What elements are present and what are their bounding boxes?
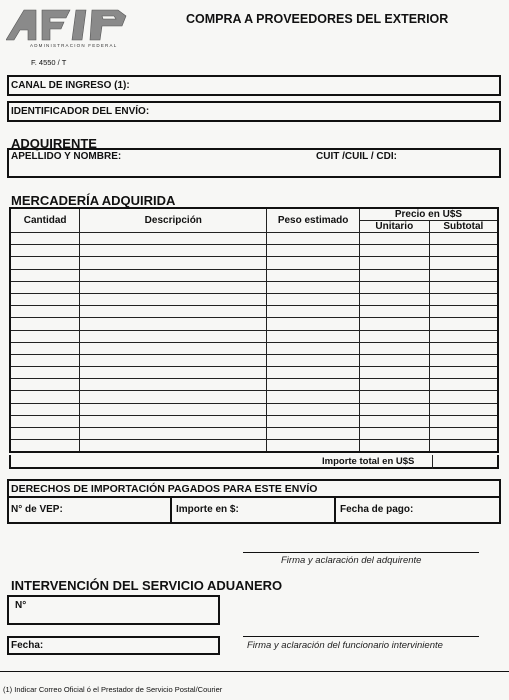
cell-unitario[interactable] — [359, 245, 429, 257]
form-title: COMPRA A PROVEEDORES DEL EXTERIOR — [186, 12, 449, 26]
cell-peso[interactable] — [267, 379, 360, 391]
cell-peso[interactable] — [267, 318, 360, 330]
mercaderia-heading: MERCADERÍA ADQUIRIDA — [11, 193, 176, 208]
cell-cantidad[interactable] — [10, 391, 80, 403]
vep-label: N° de VEP: — [11, 504, 63, 515]
cell-unitario[interactable] — [359, 379, 429, 391]
table-row — [10, 415, 498, 427]
cell-peso[interactable] — [267, 403, 360, 415]
cell-descripcion[interactable] — [80, 281, 267, 293]
cell-descripcion[interactable] — [80, 257, 267, 269]
cell-subtotal[interactable] — [429, 415, 498, 427]
agency-name: ADMINISTRACION FEDERAL — [30, 43, 118, 48]
footnote: (1) Indicar Correo Oficial ó el Prestador de Servicio Postal/Courier — [3, 685, 223, 694]
cell-descripcion[interactable] — [80, 415, 267, 427]
cell-unitario[interactable] — [359, 318, 429, 330]
cell-peso[interactable] — [267, 367, 360, 379]
cell-subtotal[interactable] — [429, 354, 498, 366]
firma-funcionario-label: Firma y aclaración del funcionario interviniente — [247, 640, 443, 651]
firma-adquirente-line[interactable] — [243, 552, 479, 553]
cell-unitario[interactable] — [359, 403, 429, 415]
cell-subtotal[interactable] — [429, 281, 498, 293]
cell-subtotal[interactable] — [429, 379, 498, 391]
cell-descripcion[interactable] — [80, 367, 267, 379]
cell-descripcion[interactable] — [80, 245, 267, 257]
table-row — [10, 306, 498, 318]
cell-cantidad[interactable] — [10, 367, 80, 379]
table-row — [10, 428, 498, 440]
cell-subtotal[interactable] — [429, 367, 498, 379]
cell-descripcion[interactable] — [80, 342, 267, 354]
importe-label: Importe en $: — [176, 504, 239, 515]
table-row — [10, 245, 498, 257]
apellido-nombre-label: APELLIDO Y NOMBRE: — [11, 151, 122, 162]
table-row — [10, 293, 498, 305]
col-precio: Precio en U$S — [359, 208, 498, 221]
intervencion-numero-label: N° — [15, 600, 27, 611]
cell-peso[interactable] — [267, 428, 360, 440]
cell-descripcion[interactable] — [80, 318, 267, 330]
cell-descripcion[interactable] — [80, 379, 267, 391]
derechos-heading: DERECHOS DE IMPORTACIÓN PAGADOS PARA ESTE ENVÍO — [11, 483, 318, 495]
mercaderia-table — [9, 207, 499, 453]
cell-cantidad[interactable] — [10, 440, 80, 453]
cell-unitario[interactable] — [359, 428, 429, 440]
cell-peso[interactable] — [267, 306, 360, 318]
importe-total-label: Importe total en U$S — [322, 456, 415, 467]
cell-cantidad[interactable] — [10, 233, 80, 245]
cell-cantidad[interactable] — [10, 318, 80, 330]
cell-cantidad[interactable] — [10, 342, 80, 354]
cell-unitario[interactable] — [359, 330, 429, 342]
cell-unitario[interactable] — [359, 233, 429, 245]
vep-field[interactable] — [9, 497, 170, 523]
cell-unitario[interactable] — [359, 269, 429, 281]
cell-cantidad[interactable] — [10, 379, 80, 391]
fecha-pago-label: Fecha de pago: — [340, 504, 414, 515]
cell-peso[interactable] — [267, 269, 360, 281]
cell-unitario[interactable] — [359, 293, 429, 305]
table-row — [10, 318, 498, 330]
cell-subtotal[interactable] — [429, 342, 498, 354]
table-row — [10, 269, 498, 281]
cell-cantidad[interactable] — [10, 257, 80, 269]
cell-unitario[interactable] — [359, 342, 429, 354]
cell-subtotal[interactable] — [429, 440, 498, 453]
cell-peso[interactable] — [267, 342, 360, 354]
cell-cantidad[interactable] — [10, 428, 80, 440]
cell-subtotal[interactable] — [429, 269, 498, 281]
cell-peso[interactable] — [267, 257, 360, 269]
cell-unitario[interactable] — [359, 415, 429, 427]
table-row — [10, 233, 498, 245]
cell-descripcion[interactable] — [80, 391, 267, 403]
cell-peso[interactable] — [267, 440, 360, 453]
cell-unitario[interactable] — [359, 440, 429, 453]
intervencion-fecha-label: Fecha: — [11, 640, 44, 651]
cell-cantidad[interactable] — [10, 403, 80, 415]
importe-total-value[interactable] — [433, 455, 497, 469]
cell-descripcion[interactable] — [80, 428, 267, 440]
cell-cantidad[interactable] — [10, 415, 80, 427]
intervencion-numero-field[interactable] — [7, 595, 220, 625]
afip-logo-icon — [6, 8, 144, 42]
cell-peso[interactable] — [267, 293, 360, 305]
firma-funcionario-line[interactable] — [243, 636, 479, 637]
footer-rule — [0, 671, 509, 672]
table-row — [10, 330, 498, 342]
cell-cantidad[interactable] — [10, 245, 80, 257]
firma-adquirente-label: Firma y aclaración del adquirente — [281, 555, 422, 566]
cell-descripcion[interactable] — [80, 354, 267, 366]
cell-unitario[interactable] — [359, 306, 429, 318]
table-row — [10, 403, 498, 415]
cell-cantidad[interactable] — [10, 293, 80, 305]
cell-peso[interactable] — [267, 233, 360, 245]
cell-cantidad[interactable] — [10, 269, 80, 281]
cell-cantidad[interactable] — [10, 354, 80, 366]
col-unitario: Unitario — [359, 221, 429, 233]
form-code: F. 4550 / T — [31, 58, 67, 67]
cell-descripcion[interactable] — [80, 330, 267, 342]
intervencion-heading: INTERVENCIÓN DEL SERVICIO ADUANERO — [11, 578, 283, 593]
cell-unitario[interactable] — [359, 257, 429, 269]
cell-unitario[interactable] — [359, 367, 429, 379]
table-row — [10, 379, 498, 391]
adquirente-heading: ADQUIRENTE — [11, 136, 97, 151]
cell-peso[interactable] — [267, 330, 360, 342]
cell-descripcion[interactable] — [80, 293, 267, 305]
table-row — [10, 354, 498, 366]
cell-subtotal[interactable] — [429, 245, 498, 257]
importe-total-row — [9, 455, 499, 469]
cell-subtotal[interactable] — [429, 318, 498, 330]
cell-subtotal[interactable] — [429, 403, 498, 415]
cell-subtotal[interactable] — [429, 257, 498, 269]
cell-cantidad[interactable] — [10, 306, 80, 318]
cell-peso[interactable] — [267, 281, 360, 293]
canal-ingreso-label: CANAL DE INGRESO (1): — [11, 80, 130, 91]
col-peso: Peso estimado — [267, 208, 360, 233]
cell-descripcion[interactable] — [80, 306, 267, 318]
cell-cantidad[interactable] — [10, 330, 80, 342]
fecha-pago-field[interactable] — [336, 497, 499, 523]
cell-subtotal[interactable] — [429, 391, 498, 403]
identificador-envio-label: IDENTIFICADOR DEL ENVÍO: — [11, 106, 150, 117]
cell-cantidad[interactable] — [10, 281, 80, 293]
cell-peso[interactable] — [267, 415, 360, 427]
col-cantidad: Cantidad — [10, 208, 80, 233]
table-row — [10, 342, 498, 354]
cell-subtotal[interactable] — [429, 306, 498, 318]
afip-logo — [6, 8, 144, 50]
cell-descripcion[interactable] — [80, 233, 267, 245]
cell-peso[interactable] — [267, 391, 360, 403]
cell-peso[interactable] — [267, 354, 360, 366]
cell-unitario[interactable] — [359, 281, 429, 293]
cell-unitario[interactable] — [359, 354, 429, 366]
cell-descripcion[interactable] — [80, 440, 267, 453]
cell-peso[interactable] — [267, 245, 360, 257]
cell-subtotal[interactable] — [429, 428, 498, 440]
table-row — [10, 367, 498, 379]
cell-subtotal[interactable] — [429, 330, 498, 342]
table-row — [10, 440, 498, 453]
col-subtotal: Subtotal — [429, 221, 498, 233]
cell-unitario[interactable] — [359, 391, 429, 403]
table-row — [10, 391, 498, 403]
col-descripcion: Descripción — [80, 208, 267, 233]
cell-descripcion[interactable] — [80, 403, 267, 415]
cell-subtotal[interactable] — [429, 293, 498, 305]
table-row — [10, 257, 498, 269]
cuit-label: CUIT /CUIL / CDI: — [316, 151, 397, 162]
importe-field[interactable] — [172, 497, 334, 523]
cell-subtotal[interactable] — [429, 233, 498, 245]
table-row — [10, 281, 498, 293]
cell-descripcion[interactable] — [80, 269, 267, 281]
